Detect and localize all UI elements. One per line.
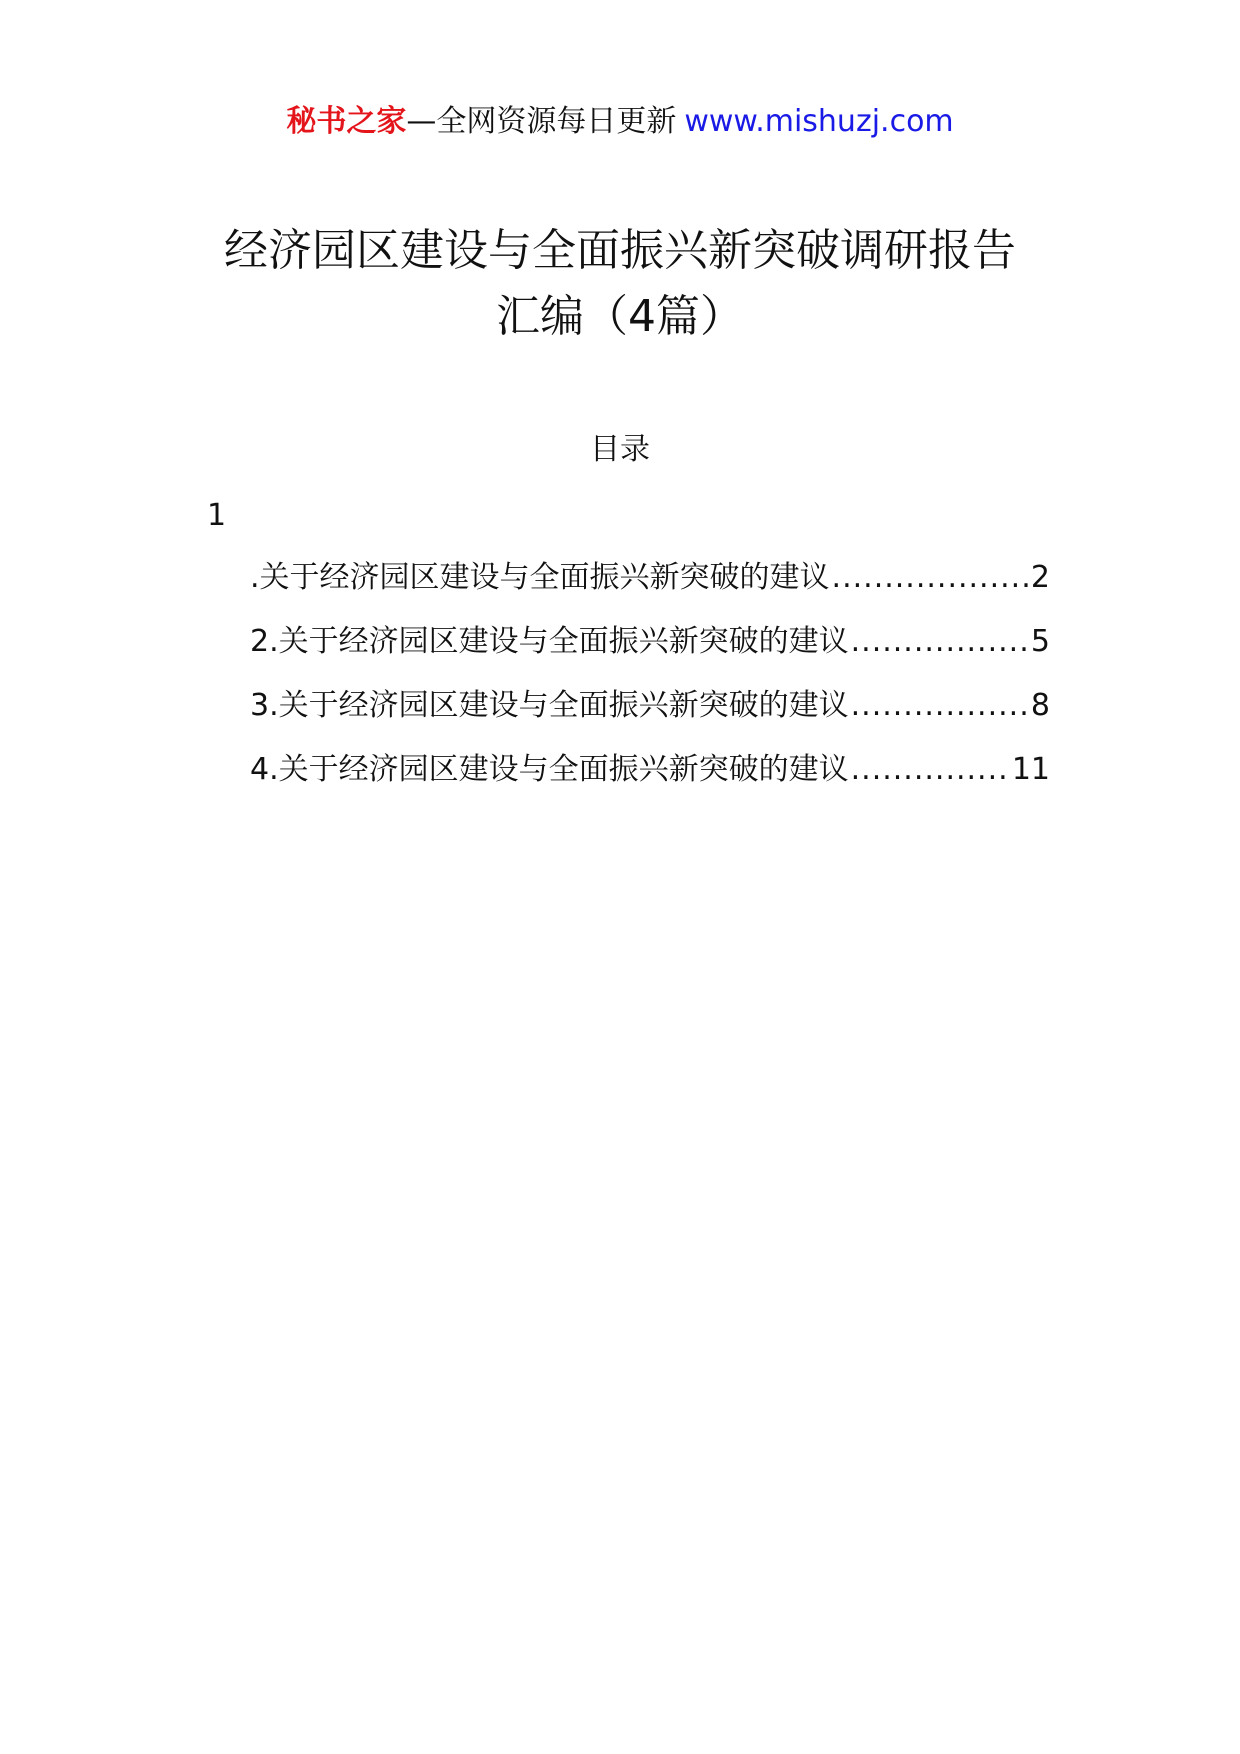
toc-entry-page: 5	[1030, 624, 1050, 659]
toc-entry-page: 11	[1011, 752, 1050, 787]
table-of-contents	[250, 556, 1050, 812]
toc-entry-label: 4.关于经济园区建设与全面振兴新突破的建议	[250, 752, 849, 787]
toc-entry[interactable]	[250, 556, 1050, 620]
toc-entry[interactable]	[250, 684, 1050, 748]
toc-entry[interactable]	[250, 620, 1050, 684]
toc-entry-label: 2.关于经济园区建设与全面振兴新突破的建议	[250, 624, 849, 659]
site-banner	[0, 100, 1240, 144]
site-url-link[interactable]: www.mishuzj.com	[684, 104, 954, 139]
toc-dot-leader	[851, 684, 1029, 728]
document-title-line-1: 经济园区建设与全面振兴新突破调研报告	[224, 225, 1016, 276]
brand-name: 秘书之家	[286, 104, 407, 139]
toc-dot-leader	[832, 556, 1029, 600]
document-title-line-2: 汇编（4篇）	[496, 291, 744, 342]
banner-tagline: —全网资源每日更新	[406, 104, 677, 139]
toc-dot-leader	[851, 748, 1010, 792]
toc-entry[interactable]	[250, 748, 1050, 812]
toc-entry-page: 8	[1030, 688, 1050, 723]
toc-entry-label: 3.关于经济园区建设与全面振兴新突破的建议	[250, 688, 849, 723]
toc-dot-leader	[851, 620, 1029, 664]
toc-heading: 目录	[590, 432, 650, 467]
toc-entry-page: 2	[1030, 560, 1050, 595]
toc-entry-label: .关于经济园区建设与全面振兴新突破的建议	[250, 560, 830, 595]
toc-number: 1	[207, 498, 227, 533]
document-title	[0, 218, 1240, 350]
